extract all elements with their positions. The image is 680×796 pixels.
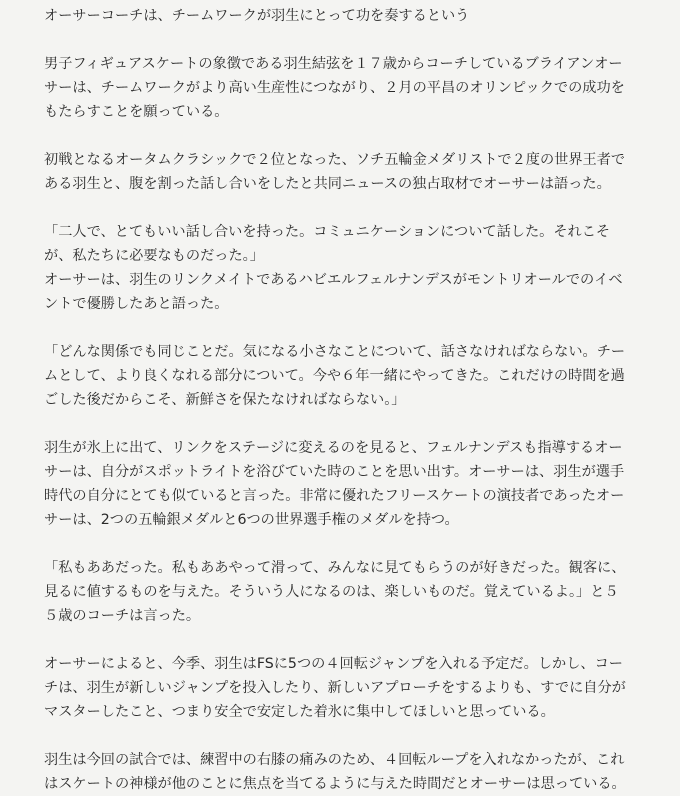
text-line: オーサーは、羽生のリンクメイトであるハビエルフェルナンデスがモントリオールでのイベ xyxy=(44,272,623,288)
text-line: チは、羽生が新しいジャンプを投入したり、新しいアプローチをするよりも、すでに自分が xyxy=(44,680,626,696)
text-line: 羽生が氷上に出て、リンクをステージに変えるのを見ると、フェルナンデスも指導するオー xyxy=(44,440,623,456)
paragraph-gap xyxy=(44,532,652,556)
paragraph-gap xyxy=(44,724,652,748)
text-line: オーサーコーチは、チームワークが羽生にとって功を奏するという xyxy=(44,8,470,24)
paragraph-gap xyxy=(44,196,652,220)
article-paragraph xyxy=(44,748,652,796)
text-line: ５歳のコーチは言った。 xyxy=(44,608,201,624)
paragraph-gap xyxy=(44,628,652,652)
article-paragraph xyxy=(44,652,652,724)
paragraph-gap xyxy=(44,28,652,52)
text-line: ごした後だからこそ、新鮮さを保たなければならない。」 xyxy=(44,392,406,408)
text-line: ントで優勝したあと語った。 xyxy=(44,296,229,312)
paragraph-gap xyxy=(44,124,652,148)
text-line: 初戦となるオータムクラシックで２位となった、ソチ五輪金メダリストで２度の世界王者で xyxy=(44,152,626,168)
text-line: 「私もああだった。私もああやって滑って、みんなに見てもらうのが好きだった。観客に、 xyxy=(44,560,626,576)
article-paragraph xyxy=(44,436,652,532)
paragraph-gap xyxy=(44,412,652,436)
article-quote-paragraph xyxy=(44,340,652,412)
article-headline xyxy=(44,4,652,28)
text-line: はスケートの神様が他のことに焦点を当てるように与えた時間だとオーサーは思っている。 xyxy=(44,776,626,792)
text-line: サーは、2つの五輪銀メダルと6つの世界選手権のメダルを持つ。 xyxy=(44,512,459,528)
article-paragraph xyxy=(44,148,652,196)
text-line: サーは、チームワークがより高い生産性につながり、２月の平昌のオリンピックでの成功を xyxy=(44,80,625,96)
text-line: 「どんな関係でも同じことだ。気になる小さなことについて、話さなければならない。チー xyxy=(44,344,626,360)
text-line: 見るに値するものを与えた。そういう人になるのは、楽しいものだ。覚えているよ。」と５ xyxy=(44,584,619,600)
text-line: 「二人で、とてもいい話し合いを持った。コミュニケーションについて話した。それこそ xyxy=(44,224,611,240)
article-quote-paragraph xyxy=(44,220,652,316)
paragraph-gap xyxy=(44,316,652,340)
text-line: オーサーによると、今季、羽生はFSに5つの４回転ジャンプを入れる予定だ。しかし、コー xyxy=(44,656,623,672)
text-line: ある羽生と、腹を割った話し合いをしたと共同ニュースの独占取材でオーサーは語った。 xyxy=(44,176,611,192)
text-line: ムとして、より良くなれる部分について。今や６年一緒にやってきた。これだけの時間を過 xyxy=(44,368,625,384)
text-line: サーは、自分がスポットライトを浴びていた時のことを思い出す。オーサーは、羽生が選手 xyxy=(44,464,625,480)
article-quote-paragraph xyxy=(44,556,652,628)
text-line: が、私たちに必要なものだった。」 xyxy=(44,248,264,264)
article-paragraph xyxy=(44,52,652,124)
text-line: 男子フィギュアスケートの象徴である羽生結弦を１７歳からコーチしているブライアンオー xyxy=(44,56,623,72)
text-line: 羽生は今回の試合では、練習中の右膝の痛みのため、４回転ループを入れなかったが、これ xyxy=(44,752,625,768)
text-line: もたらすことを願っている。 xyxy=(44,104,229,120)
text-line: マスターしたこと、つまり安全で安定した着氷に集中してほしいと思っている。 xyxy=(44,704,555,720)
text-line: 時代の自分にとても似ていると言った。非常に優れたフリースケートの演技者であったオー xyxy=(44,488,625,504)
